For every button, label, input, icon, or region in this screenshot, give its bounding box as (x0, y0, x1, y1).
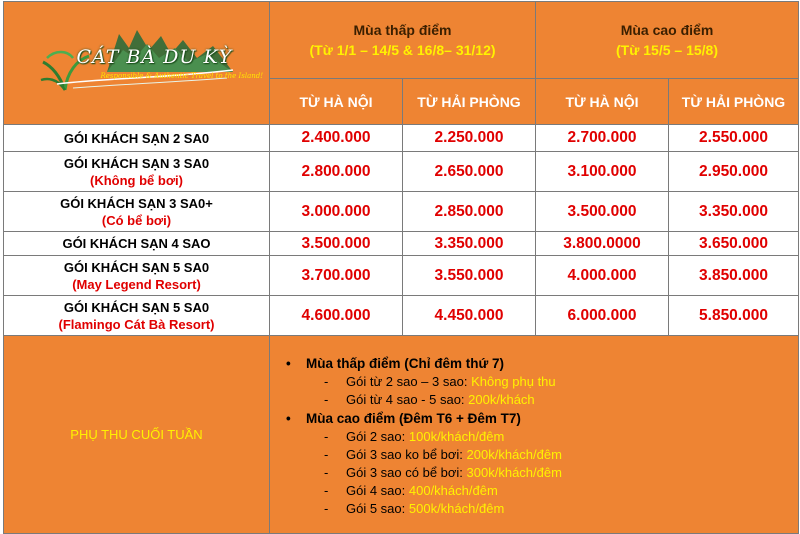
surcharge-label: PHỤ THU CUỐI TUẦN (70, 426, 203, 442)
price-high-hn: 6.000.000 (536, 296, 669, 336)
price-high-hp: 5.850.000 (669, 296, 799, 336)
package-cell (4, 125, 270, 152)
item-value: 300k/khách/đêm (466, 465, 562, 480)
item-label: Gói 5 sao: (346, 501, 409, 516)
price-low-hn: 2.800.000 (270, 152, 403, 192)
price-high-hn: 4.000.000 (536, 256, 669, 296)
high-season-surcharge (286, 409, 798, 518)
package-note: (May Legend Resort) (72, 276, 201, 292)
low-season-surcharge (286, 354, 798, 409)
list-item (306, 464, 798, 482)
table-row (4, 192, 799, 232)
price-low-hp: 2.250.000 (403, 125, 536, 152)
low-surcharge-title: Mùa thấp điểm (Chỉ đêm thứ 7) (306, 356, 505, 371)
item-value: 500k/khách/đêm (408, 501, 505, 516)
price-table (3, 1, 799, 534)
item-value: Không phụ thu (471, 374, 556, 389)
price-high-hp: 2.950.000 (669, 152, 799, 192)
low-season-header (270, 2, 536, 79)
list-item (306, 373, 798, 391)
price-high-hn: 3.800.0000 (536, 232, 669, 256)
table-row (4, 232, 799, 256)
list-item (306, 391, 798, 409)
price-low-hn: 4.600.000 (270, 296, 403, 336)
price-low-hn: 2.400.000 (270, 125, 403, 152)
price-low-hp: 2.850.000 (403, 192, 536, 232)
price-low-hp: 2.650.000 (403, 152, 536, 192)
item-value: 200k/khách/đêm (466, 447, 562, 462)
col-high-hp: TỪ HẢI PHÒNG (669, 79, 799, 125)
col-low-hn: TỪ HÀ NỘI (270, 79, 403, 125)
item-label: Gói 3 sao có bể bơi: (346, 465, 467, 480)
high-surcharge-title: Mùa cao điểm (Đêm T6 + Đêm T7) (306, 411, 521, 426)
item-label: Gói 2 sao: (346, 429, 409, 444)
table-row (4, 296, 799, 336)
high-season-range: (Từ 15/5 – 15/8) (616, 42, 718, 58)
list-item (306, 482, 798, 500)
package-name: GÓI KHÁCH SẠN 5 SA0 (63, 299, 210, 315)
price-high-hn: 2.700.000 (536, 125, 669, 152)
item-label: Gói 4 sao: (346, 483, 409, 498)
item-value: 200k/khách (468, 392, 535, 407)
item-label: Gói 3 sao ko bể bơi: (346, 447, 467, 462)
logo-tagline: Responsible & Authentic Travel to the Island! (100, 72, 264, 80)
list-item (306, 428, 798, 446)
price-high-hp: 2.550.000 (669, 125, 799, 152)
package-cell (4, 192, 270, 232)
surcharge-notes (270, 336, 799, 534)
table-row (4, 125, 799, 152)
price-low-hn: 3.700.000 (270, 256, 403, 296)
col-low-hp: TỪ HẢI PHÒNG (403, 79, 536, 125)
price-low-hn: 3.500.000 (270, 232, 403, 256)
brand-logo (37, 28, 264, 98)
price-low-hp: 3.550.000 (403, 256, 536, 296)
list-item (306, 446, 798, 464)
item-label: Gói từ 4 sao - 5 sao: (346, 392, 469, 407)
price-high-hp: 3.650.000 (669, 232, 799, 256)
logo-name: CÁT BÀ DU KỲ (76, 46, 233, 68)
package-note: (Flamingo Cát Bà Resort) (58, 316, 215, 332)
low-season-range: (Từ 1/1 – 14/5 & 16/8– 31/12) (309, 42, 496, 58)
high-season-header (536, 2, 799, 79)
price-low-hp: 4.450.000 (403, 296, 536, 336)
col-high-hn: TỪ HÀ NỘI (536, 79, 669, 125)
price-high-hp: 3.850.000 (669, 256, 799, 296)
table-row (4, 152, 799, 192)
table-row (4, 256, 799, 296)
high-season-title: Mùa cao điểm (620, 22, 714, 38)
item-value: 400/khách/đêm (408, 483, 498, 498)
item-label: Gói từ 2 sao – 3 sao: (346, 374, 472, 389)
price-high-hn: 3.100.000 (536, 152, 669, 192)
package-cell (4, 296, 270, 336)
price-high-hn: 3.500.000 (536, 192, 669, 232)
package-cell (4, 152, 270, 192)
package-note: (Có bể bơi) (101, 212, 172, 228)
package-cell (4, 232, 270, 256)
package-note: (Không bể bơi) (90, 172, 183, 188)
price-high-hp: 3.350.000 (669, 192, 799, 232)
package-name: GÓI KHÁCH SẠN 2 SA0 (63, 130, 210, 146)
price-low-hn: 3.000.000 (270, 192, 403, 232)
price-low-hp: 3.350.000 (403, 232, 536, 256)
list-item (306, 500, 798, 518)
package-name: GÓI KHÁCH SẠN 3 SA0 (63, 155, 210, 171)
package-name: GÓI KHÁCH SẠN 4 SAO (62, 236, 211, 251)
logo-cell (4, 2, 270, 125)
package-cell (4, 256, 270, 296)
package-name: GÓI KHÁCH SẠN 3 SA0+ (60, 195, 213, 211)
item-value: 100k/khách/đêm (408, 429, 505, 444)
package-name: GÓI KHÁCH SẠN 5 SA0 (63, 259, 210, 275)
surcharge-label-cell (4, 336, 270, 534)
low-season-title: Mùa thấp điểm (353, 22, 452, 38)
